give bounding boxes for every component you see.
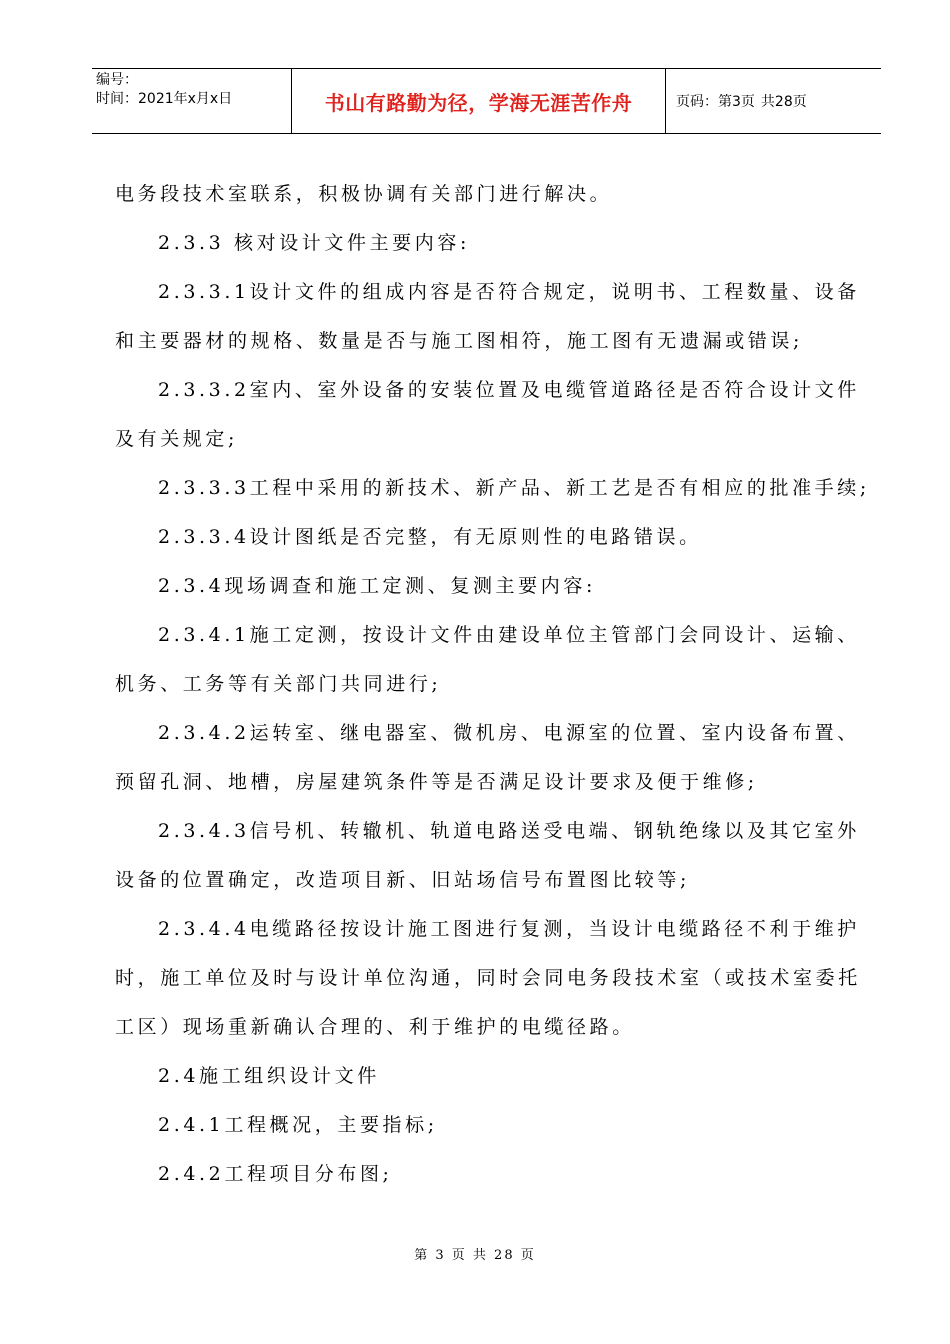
body-line: 2.4.2工程项目分布图; bbox=[158, 1163, 393, 1185]
header-page-total: 共28页 bbox=[760, 94, 807, 110]
body-line: 2.3.4.3信号机、转辙机、轨道电路送受电端、钢轨绝缘以及其它室外 bbox=[158, 820, 860, 842]
header-meta bbox=[92, 69, 292, 133]
document-body bbox=[115, 170, 870, 1199]
body-line: 和主要器材的规格、数量是否与施工图相符，施工图有无遗漏或错误; bbox=[115, 330, 804, 352]
body-line: 设备的位置确定，改造项目新、旧站场信号布置图比较等; bbox=[115, 869, 691, 891]
page-footer: 第 3 页 共 28 页 bbox=[414, 1248, 536, 1263]
header-page-number: 页码：第3页 bbox=[676, 94, 755, 110]
body-line: 2.3.3.3工程中采用的新技术、新产品、新工艺是否有相应的批准手续; bbox=[158, 477, 870, 499]
body-line: 电务段技术室联系，积极协调有关部门进行解决。 bbox=[115, 183, 613, 205]
page-header bbox=[92, 68, 881, 134]
body-line: 2.3.3.1设计文件的组成内容是否符合规定，说明书、工程数量、设备 bbox=[158, 281, 860, 303]
body-line: 及有关规定; bbox=[115, 428, 239, 450]
document-number-label: 编号： bbox=[96, 72, 138, 88]
body-line: 预留孔洞、地槽，房屋建筑条件等是否满足设计要求及便于维修; bbox=[115, 771, 758, 793]
header-page-info bbox=[666, 69, 881, 133]
body-line: 2.3.4.4电缆路径按设计施工图进行复测，当设计电缆路径不利于维护 bbox=[158, 918, 860, 940]
section-heading: 2.3.3 核对设计文件主要内容: bbox=[158, 232, 470, 254]
body-line: 2.3.3.2室内、室外设备的安装位置及电缆管道路径是否符合设计文件 bbox=[158, 379, 860, 401]
body-line: 2.3.4.2运转室、继电器室、微机房、电源室的位置、室内设备布置、 bbox=[158, 722, 860, 744]
document-time-label: 时间：2021年x月x日 bbox=[96, 91, 233, 107]
body-line: 2.4.1工程概况，主要指标; bbox=[158, 1114, 438, 1136]
body-line: 机务、工务等有关部门共同进行; bbox=[115, 673, 442, 695]
body-line: 2.3.4.1施工定测，按设计文件由建设单位主管部门会同设计、运输、 bbox=[158, 624, 860, 646]
body-line: 工区）现场重新确认合理的、利于维护的电缆径路。 bbox=[115, 1016, 635, 1038]
header-motto: 书山有路勤为径，学海无涯苦作舟 bbox=[292, 69, 666, 133]
body-line: 时，施工单位及时与设计单位沟通，同时会同电务段技术室（或技术室委托 bbox=[115, 967, 861, 989]
body-line: 2.3.3.4设计图纸是否完整，有无原则性的电路错误。 bbox=[158, 526, 702, 548]
section-heading: 2.3.4现场调查和施工定测、复测主要内容: bbox=[158, 575, 596, 597]
section-heading: 2.4施工组织设计文件 bbox=[158, 1065, 380, 1087]
